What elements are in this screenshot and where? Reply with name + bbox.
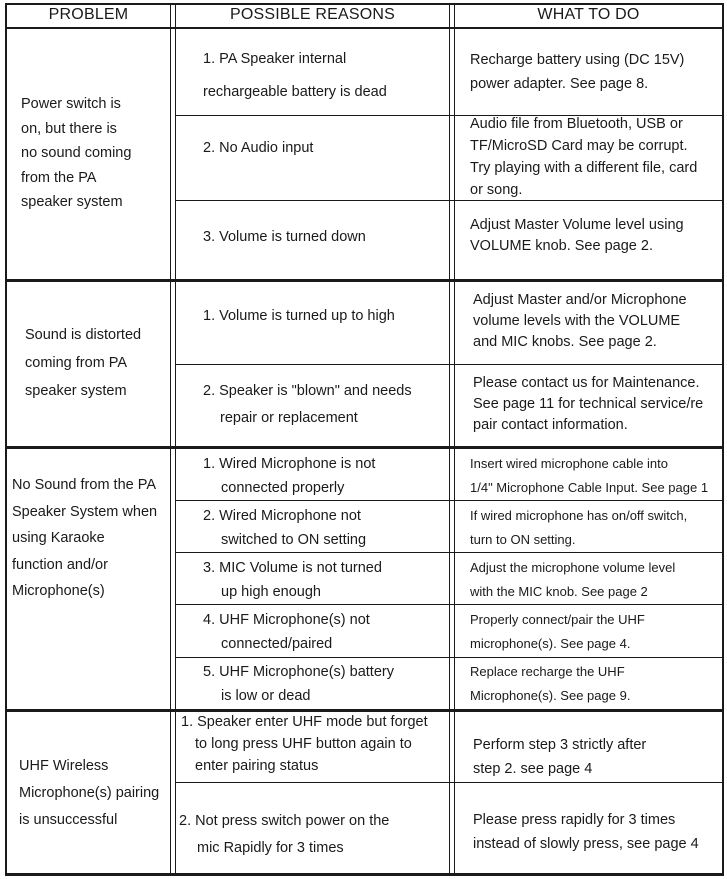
todo-line: Recharge battery using (DC 15V) (470, 52, 685, 68)
todo-line: step 2. see page 4 (473, 761, 593, 777)
reason-line: switched to ON setting (221, 532, 367, 548)
todo-line: 1/4" Microphone Cable Input. See page 1 (470, 480, 709, 495)
row-divider (175, 552, 724, 553)
row-divider (175, 782, 724, 783)
todo-line: If wired microphone has on/off switch, (470, 508, 688, 523)
problem-line: Microphone(s) (12, 583, 105, 599)
todo-line: Perform step 3 strictly after (473, 737, 647, 753)
todo-line: Audio file from Bluetooth, USB or (470, 116, 683, 132)
column-divider (175, 3, 176, 876)
reason-cell (203, 304, 395, 328)
reason-line: 2. Speaker is "blown" and needs (203, 383, 412, 399)
todo-line: instead of slowly press, see page 4 (473, 836, 699, 852)
problem-line: using Karaoke (12, 530, 105, 546)
problem-cell (21, 92, 131, 215)
column-divider (170, 3, 171, 876)
todo-cell (470, 504, 687, 552)
todo-line: VOLUME knob. See page 2. (470, 238, 653, 254)
reason-cell (203, 556, 382, 604)
problem-cell (25, 321, 141, 405)
row-divider (175, 657, 724, 658)
todo-line: Microphone(s). See page 9. (470, 688, 631, 703)
reason-cell (179, 808, 389, 862)
todo-line: Adjust the microphone volume level (470, 560, 676, 575)
reason-line: 5. UHF Microphone(s) battery (203, 664, 394, 680)
problem-line: from the PA (21, 169, 97, 186)
reason-line: 1. Speaker enter UHF mode but forget (181, 714, 428, 730)
todo-line: with the MIC knob. See page 2 (470, 584, 648, 599)
todo-cell (470, 452, 708, 500)
reason-line: enter pairing status (195, 758, 319, 774)
reason-line: connected properly (221, 480, 345, 496)
todo-line: Insert wired microphone cable into (470, 456, 668, 471)
todo-line: Replace recharge the UHF (470, 664, 625, 679)
reason-line: 1. PA Speaker internal (203, 51, 347, 67)
todo-line: Please contact us for Maintenance. (473, 375, 700, 391)
todo-cell (470, 48, 684, 96)
todo-line: TF/MicroSD Card may be corrupt. (470, 138, 688, 154)
todo-cell (470, 215, 684, 257)
reason-line: 2. Not press switch power on the (179, 813, 390, 829)
reason-line: 1. Wired Microphone is not (203, 456, 376, 472)
problem-line: speaker system (21, 194, 123, 210)
problem-line: no sound coming (21, 145, 132, 161)
problem-line: Power switch is (21, 96, 121, 112)
group-divider (5, 446, 724, 449)
reason-line: 2. Wired Microphone not (203, 508, 361, 524)
header-bottom-border (5, 27, 724, 29)
reason-cell (203, 608, 370, 656)
header-problem: PROBLEM (48, 6, 129, 23)
column-divider (449, 3, 450, 876)
reason-line: 3. MIC Volume is not turned (203, 560, 382, 576)
todo-cell (473, 373, 703, 436)
reason-cell (181, 711, 428, 777)
todo-cell (473, 808, 699, 856)
reason-cell (203, 452, 375, 500)
todo-cell (470, 113, 697, 201)
reason-cell (203, 43, 387, 109)
problem-line: on, but there is (21, 120, 117, 137)
reason-line: to long press UHF button again to (195, 736, 412, 752)
problem-line: No Sound from the PA (12, 477, 157, 493)
reason-line: repair or replacement (220, 410, 358, 426)
todo-line: power adapter. See page 8. (470, 76, 649, 92)
problem-line: coming from PA (25, 355, 128, 371)
reason-line: rechargeable battery is dead (203, 84, 387, 100)
problem-line: function and/or (12, 556, 108, 573)
todo-cell (470, 556, 675, 604)
table-left-border (5, 3, 7, 876)
reason-cell (203, 378, 412, 432)
todo-line: Adjust Master Volume level using (470, 217, 684, 233)
problem-line: is unsuccessful (19, 812, 118, 828)
problem-cell (12, 472, 157, 605)
todo-line: or song. (470, 182, 523, 198)
todo-line: microphone(s). See page 4. (470, 636, 631, 651)
table-bottom-border (5, 873, 724, 876)
row-divider (175, 500, 724, 501)
troubleshooting-table (5, 3, 724, 876)
reason-line: mic Rapidly for 3 times (197, 840, 344, 856)
reason-cell (203, 660, 394, 708)
todo-cell (473, 290, 687, 353)
problem-line: UHF Wireless (19, 758, 109, 774)
todo-cell (470, 608, 645, 656)
reason-line: 4. UHF Microphone(s) not (203, 612, 370, 628)
problem-cell (19, 753, 159, 834)
row-divider (175, 364, 724, 365)
row-divider (175, 604, 724, 605)
todo-line: Properly connect/pair the UHF (470, 612, 645, 627)
reason-line: 1. Volume is turned up to high (203, 308, 395, 324)
reason-line: connected/paired (221, 636, 333, 652)
reason-line: 3. Volume is turned down (203, 229, 366, 245)
column-divider (454, 3, 455, 876)
reason-line: is low or dead (221, 688, 311, 704)
todo-line: and MIC knobs. See page 2. (473, 334, 657, 350)
todo-line: Please press rapidly for 3 times (473, 812, 676, 828)
todo-line: Adjust Master and/or Microphone (473, 292, 687, 308)
todo-line: volume levels with the VOLUME (473, 313, 681, 329)
group-divider (5, 279, 724, 282)
todo-line: turn to ON setting. (470, 532, 576, 547)
todo-cell (473, 733, 646, 781)
problem-line: Speaker System when (12, 503, 158, 520)
problem-line: Microphone(s) pairing (19, 785, 160, 801)
header-what-to-do: WHAT TO DO (537, 6, 640, 23)
table-right-border (722, 3, 724, 876)
reason-cell (203, 225, 366, 249)
todo-line: See page 11 for technical service/re (473, 396, 704, 412)
problem-line: speaker system (25, 383, 127, 399)
todo-line: pair contact information. (473, 417, 628, 433)
reason-cell (203, 504, 366, 552)
problem-line: Sound is distorted (25, 327, 142, 343)
reason-line: 2. No Audio input (203, 140, 314, 156)
todo-cell (470, 660, 630, 708)
reason-cell (203, 136, 313, 160)
todo-line: Try playing with a different file, card (470, 160, 698, 176)
reason-line: up high enough (221, 584, 321, 600)
header-possible-reasons: POSSIBLE REASONS (229, 6, 396, 23)
